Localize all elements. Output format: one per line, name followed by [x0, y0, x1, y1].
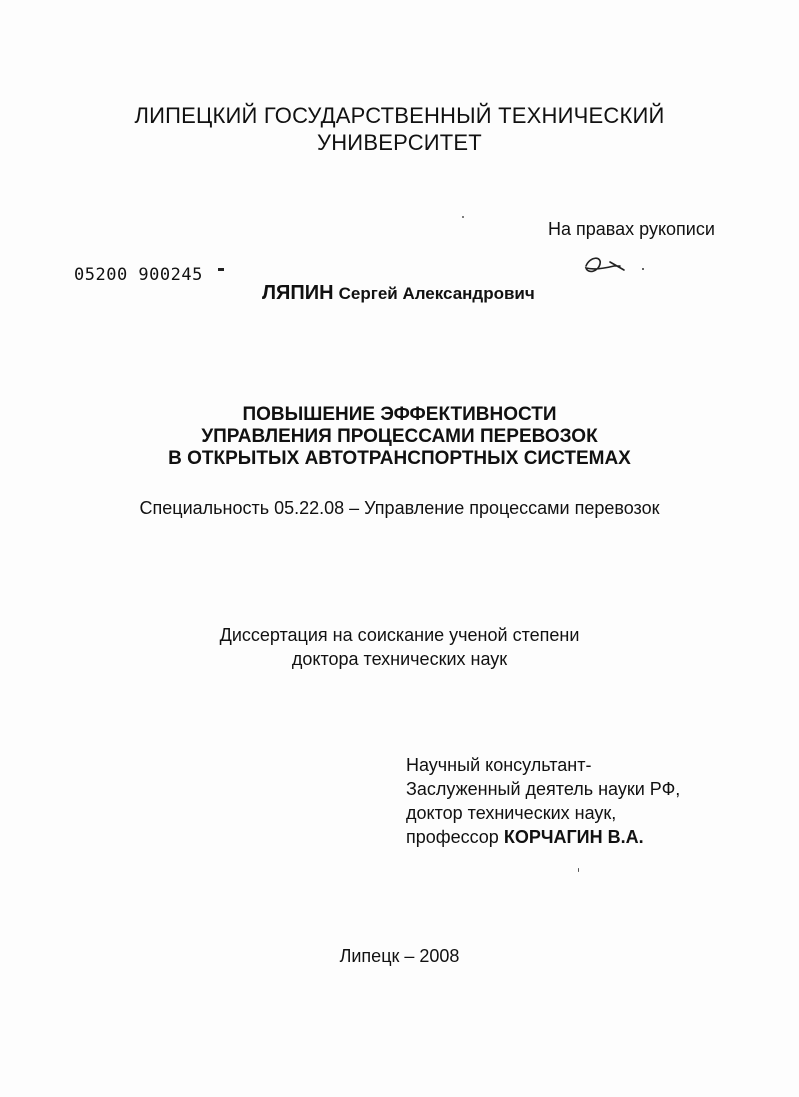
author-surname: ЛЯПИН: [262, 282, 334, 304]
consultant-line-1: Научный консультант-: [406, 755, 592, 775]
university-line-2: УНИВЕРСИТЕТ: [317, 130, 482, 155]
university-name: [0, 102, 799, 156]
consultant-name: КОРЧАГИН В.А.: [503, 827, 644, 847]
consultant-line-2: Заслуженный деятель науки РФ,: [406, 779, 681, 799]
degree-statement: [0, 623, 799, 671]
degree-line-1: Диссертация на соискание ученой степени: [219, 625, 580, 645]
consultant-title: профессор: [406, 827, 499, 847]
city-and-year: Липецк – 2008: [339, 946, 460, 966]
specialty-line: Специальность 05.22.08 – Управление процессами перевозок: [139, 498, 660, 518]
author-name: [262, 282, 535, 305]
handwritten-signature: [580, 252, 650, 282]
author-given-names: Сергей Александрович: [338, 284, 535, 303]
manuscript-rights-note: На правах рукописи: [548, 219, 715, 239]
scientific-consultant: [406, 753, 680, 849]
title-line-1: ПОВЫШЕНИЕ ЭФФЕКТИВНОСТИ: [242, 404, 557, 425]
degree-line-2: доктора технических наук: [291, 649, 508, 669]
scan-speck: [462, 216, 464, 218]
dissertation-title: [0, 404, 799, 470]
title-line-2: УПРАВЛЕНИЯ ПРОЦЕССАМИ ПЕРЕВОЗОК: [201, 426, 598, 447]
consultant-line-3: доктор технических наук,: [406, 803, 617, 823]
archive-code-mark: [218, 268, 224, 271]
university-line-1: ЛИПЕЦКИЙ ГОСУДАРСТВЕННЫЙ ТЕХНИЧЕСКИЙ: [134, 103, 665, 128]
scan-speck: [578, 868, 579, 872]
consultant-line-4: [406, 825, 680, 849]
title-line-3: В ОТКРЫТЫХ АВТОТРАНСПОРТНЫХ СИСТЕМАХ: [168, 448, 631, 469]
archive-code: 05200 900245: [74, 265, 203, 285]
